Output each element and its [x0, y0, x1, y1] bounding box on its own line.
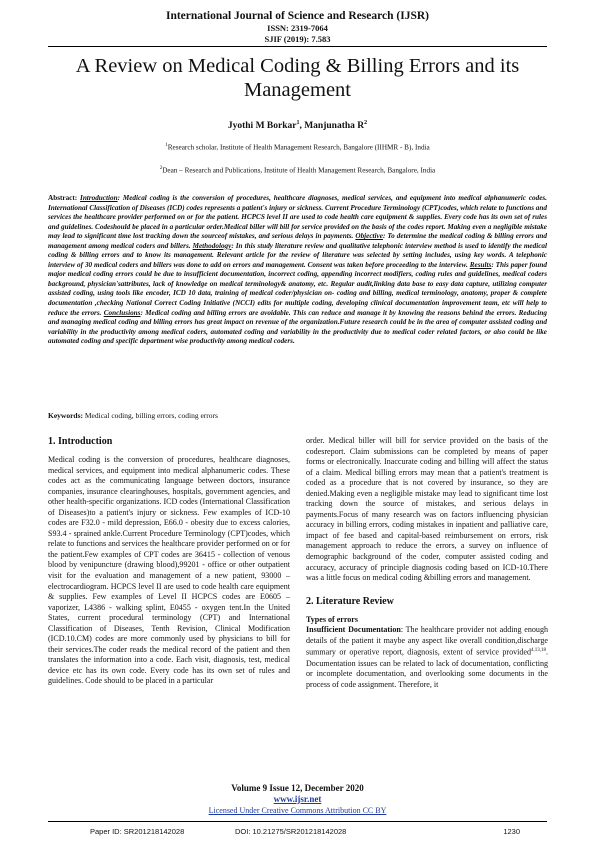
keywords [48, 411, 547, 420]
footer-license-link[interactable]: Licensed Under Creative Commons Attribution CC BY [208, 806, 387, 815]
section-2-heading: 2. Literature Review [306, 595, 394, 607]
section-1-paragraph-1: Medical coding is the conversion of procedures, healthcare diagnoses, medical services, and equipment into medical alphanumeric codes. These codes act as the communicating language between doctors, insurance companies, insurance clearinghouses, hospitals, government agencies, and other health-specific organizations. ICD codes (International Classification of Diseases)to a patient's injury or sickness. Few examples of ICD-10 codes are F32.0 - mild depression, E66.0 - obesity due to excess calories, S93.4 - sprained ankle.Current Procedure Terminology (CPT)codes, which relate to functions and services the healthcare provider performed on or for the patient.Few examples of CPT codes are 36415 - collection of venous blood by venipuncture (drawing blood),99201 - office or other outpatient visit for the evaluation and management of a new patient, 93000 – electrocardiogram. HCPCS level II are used to code health care equipment & supplies. Few examples of Level II HCPCS codes are E0605 – vaporizer, L4386 - walking splint, E0455 - oxygen tent.In the United States, current procedural terminology (CPT) and International Classification of Diseases, Tenth Revision, Clinical Modification (ICD.10.CM) codes are more commonly used by physicians to bill for their services.The coder reads the medical record of the patient and then translates the information into a code. Each visit, diagnosis, test, medical device etc has its own code. Every code has its own set of rules and guidelines. Code should to be placed in a particular [48, 455, 290, 686]
insufficient-doc-text-a: : The healthcare provider not adding enough details of the patient it maybe any aspect like overall condition,discharge summary or operative report, diagnosis, extent of service provided [306, 625, 548, 657]
abstract-intro-label: Introduction [80, 194, 118, 202]
affiliation-1 [48, 141, 547, 152]
abstract-results-label: Results [469, 260, 492, 269]
abstract-conclusions-text: : Medical coding and billing errors are avoidable. This can reduce and manage it by knowing the reasons behind the errors. Reducing and managing medical coding and billing errors has great impact on revenue of the organization.Future research could be in the area of computer assisted coding and variability in the productivity among medical coders, automated coding and variability in the productivity due to medical coder related factors, or also could be like automated coding and specific department wise productivity among medical coders. [48, 308, 547, 346]
abstract-objective-label: Objective [355, 232, 383, 241]
page-footer [0, 783, 595, 816]
header-divider [48, 46, 547, 47]
insufficient-doc-label: Insufficient Documentation [306, 625, 401, 635]
abstract-label: Abstract: [48, 194, 81, 202]
affiliation-1-mark: 1 [165, 143, 168, 148]
abstract-intro-text: : Medical coding is the conversion of procedures, healthcare diagnoses, medical services, and equipment into medical alphanumeric codes. International Classification of Diseases (ICD) codes represents a patient's injury or sickness. Current Procedure Terminology (CPT)codes, which relate to functions and services the healthcare provider performed on or for the patient. HCPCS level II are used to code health care equipment & supplies. Every code has its own set of rules and guidelines. Codeshould be placed in a particular order.Medical biller will bill for service provided on the basis of the codes report. Making even a negligible mistake may lead to significant time lost tracking down the sourceof mistakes, and serious delays in payments. [48, 194, 547, 241]
section-2-paragraph-1 [306, 625, 548, 690]
right-column [306, 436, 548, 690]
keywords-text: Medical coding, billing errors, coding errors [84, 411, 218, 420]
section-1-paragraph-2: order. Medical biller will bill for service provided on the basis of the codesreport. Claim submissions can be completed by means of paper forms or electronically. Inaccurate coding and billing will affect the status of a claim. Medical billing errors may mean that a patient's treatment is coded as a procedure that is not covered by insurance, so they are denied.Making even a negligible mistake may lead to significant time lost tracking down the source of mistakes, and serious delays in payments.Focus of many research was on factors influencing physician accuracy in billing errors, coding mistakes in inpatient and palliative care, impact of fee based and capital-based reimbursement on errors, risk management approach to reduce the errors, a survey on influence of demographic background of the coder, computer assisted coding and accuracy, accuracy of principle diagnosis coding based on ICD-10.There was a little focus on medical coding &billing errors and management. [306, 436, 548, 583]
section-1-heading: 1. Introduction [48, 436, 113, 447]
doi: DOI: 10.21275/SR201218142028 [235, 827, 347, 836]
abstract-method-label: Methodology [192, 241, 232, 250]
author-1-affil-mark: 1 [296, 120, 300, 126]
affiliation-2-mark: 2 [159, 166, 163, 171]
author-2-affil-mark: 2 [364, 120, 368, 126]
abstract-method-text: : In this study literature review and qualitative telephonic interview method is used to identify the medical coding & billing errors and to know its management. Relevant article for the review of literature was selected by setting includes, using key words. A telephonic interview of 30 medical coders and billers was done to add on errors and management. Consent was taken before proceeding to the interview. [48, 241, 547, 269]
insufficient-doc-text-b: . Documentation issues can be related to lack of documentation, conflicting or incomplete documentation, and overlooking some documents in the process of code assignment. Therefore, it [306, 647, 548, 689]
keywords-label: Keywords: [48, 411, 85, 420]
affiliation-1-text: Research scholar, Institute of Health Management Research, Bangalore (IIHMR - B), India [167, 143, 430, 152]
abstract [48, 194, 547, 347]
footer-volume: Volume 9 Issue 12, December 2020 [231, 783, 364, 793]
paper-id: Paper ID: SR201218142028 [90, 827, 185, 836]
footer-site-link[interactable]: www.ijsr.net [273, 794, 322, 804]
abstract-objective-text: : To determine the medical coding & billing errors and management among medical coders and billers. [48, 232, 548, 250]
left-column [48, 436, 290, 687]
citation-marker: 4,13,18 [530, 648, 546, 654]
paper-title: A Review on Medical Coding & Billing Errors and its Management [75, 55, 520, 101]
author-line [48, 120, 547, 131]
section-2-subheading: Types of errors [306, 614, 358, 624]
abstract-results-text: : This paper found major medical coding errors could be due to insufficient documentation, incorrect coding, appending incorrect modifiers, coding rules and guidelines, medical coders background, physician'sattributes, lack of knowledge on medical terminology& anatomy, etc. Regular audit,linking data base to easy data capture, utilizing computer assisted coding, using tools like encoder, ICD 10 data, training of medical coder/physician on- coding and billing, medical terminology, anatomy, proper & complete documentation ,checking National Correct Coding Initiative (NCCI) edits for multiple coding, developing clinical documentation improvement team, etc will help to reduce the errors. [48, 260, 547, 317]
author-separator: , [299, 121, 305, 132]
journal-sjif: SJIF (2019): 7.583 [264, 34, 331, 44]
journal-header [0, 10, 595, 45]
journal-name: International Journal of Science and Research (IJSR) [165, 10, 429, 22]
affiliation-2 [48, 164, 547, 175]
page-number: 1230 [503, 827, 520, 836]
author-1: Jyothi M Borkar [227, 121, 297, 132]
author-2: Manjunatha R [304, 121, 365, 132]
journal-issn: ISSN: 2319-7064 [267, 23, 328, 33]
footer-divider [48, 821, 547, 822]
affiliation-2-text: Dean – Research and Publications, Institute of Health Management Research, Bangalore, India [162, 166, 436, 175]
abstract-conclusions-label: Conclusions [103, 308, 141, 317]
